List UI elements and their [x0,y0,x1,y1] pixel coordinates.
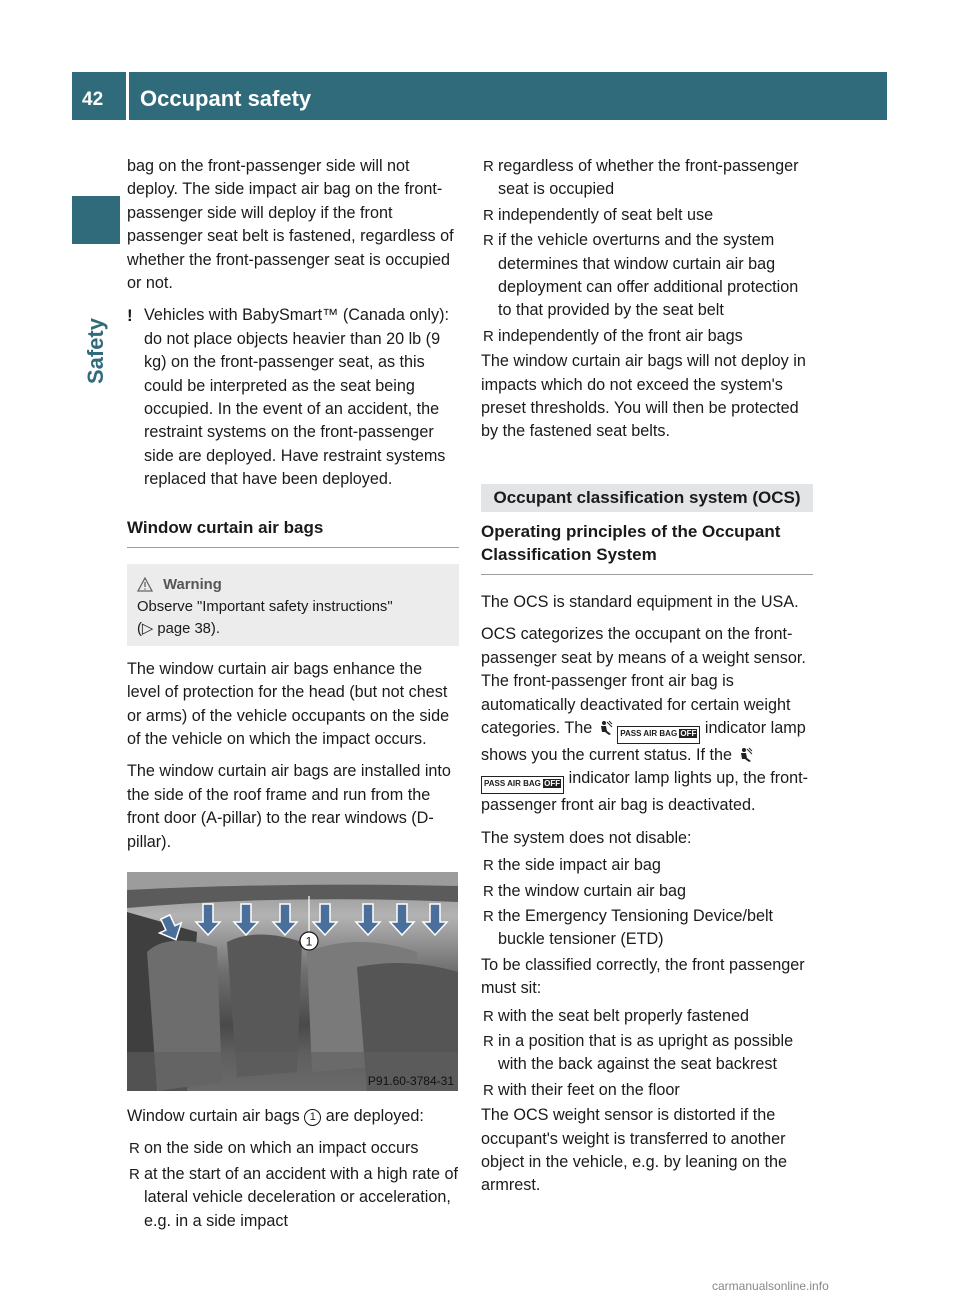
deploy-arrow-icon [234,904,258,935]
paragraph: The window curtain air bags will not deploy in impacts which do not exceed the system's preset thresholds. You will then be protected by the fastened seat belts. [481,352,806,441]
paragraph: The OCS is standard equipment in the USA. [481,592,799,611]
notice-icon: ! [127,306,133,326]
list-item: R independently of the front air bags [481,325,813,348]
list-item: R independently of seat belt use [481,204,813,227]
curtain-airbag-photo [127,872,458,1091]
photo-callout: 1 [305,934,313,949]
right-column [481,155,813,1207]
deploy-arrow-icon [356,904,380,935]
warning-triangle-icon [137,577,153,592]
heading-rule [127,547,459,548]
figure-code: P91.60-3784-31 [367,1073,454,1088]
list-item: R with the seat belt properly fastened [481,1005,813,1028]
warning-box [127,564,459,646]
list-item: R the window curtain air bag [481,880,813,903]
warning-header [137,574,449,596]
callout-number: 1 [304,1109,321,1126]
paragraph: To be classified correctly, the front passenger must sit: [481,955,805,998]
warning-page-ref[interactable]: (▷ page 38). [137,620,220,637]
deploy-arrow-icon [196,904,220,935]
watermark: carmanualsonline.info [712,1279,829,1293]
subsection-heading: Operating principles of the Occupant Classification System [481,521,781,564]
list-item: R the Emergency Tensioning Device/belt buckle tensioner (ETD) [481,905,813,952]
side-tab-marker [72,196,120,244]
pass-airbag-off-icon: PASS AIR BAG OFF [481,776,564,794]
deploy-arrow-icon [273,904,297,935]
side-section-label [83,318,113,398]
warning-title: Warning [163,576,222,593]
list-item: R with their feet on the floor [481,1079,813,1102]
paragraph: bag on the front-passenger side will not deploy. The side impact air bag on the front-passenger side will deploy if the front passenger seat belt is fastened, regardless of whether the front-passenger seat is occupied or not. [127,157,454,293]
notice-block [127,304,459,491]
page-title: Occupant safety [140,86,312,111]
left-column [127,155,459,1235]
paragraph: The window curtain air bags enhance the level of protection for the head (but not chest or arms) of the vehicle occupants on the side of the vehicle on which the impact occurs. [127,659,450,748]
pass-airbag-off-icon: PASS AIR BAG OFF [617,726,700,744]
deploy-arrow-icon [313,904,337,935]
notice-text: Vehicles with BabySmart™ (Canada only): do not place objects heavier than 20 lb (9 kg) on the front-passenger seat, as this could be interpreted as the seat being occupied. In the event of an accident, the restraint systems on the front-passenger side are deployed. Have restraint systems replaced that have been deployed. [144,306,450,489]
airbag-seat-icon [737,747,753,763]
deploy-arrow-icon [390,904,414,935]
figure-caption: Window curtain air bags 1 are deployed: [127,1106,424,1125]
vehicle-interior-illustration [127,872,458,1091]
list-item: R regardless of whether the front-passenger seat is occupied [481,155,813,202]
list-item: R in a position that is as upright as possible with the back against the seat backrest [481,1030,813,1077]
list-item: R if the vehicle overturns and the system determines that window curtain air bag deployment can offer additional protection to that provided by the seat belt [481,229,813,323]
paragraph: The system does not disable: [481,828,692,847]
section-heading: Window curtain air bags [127,517,324,537]
list-item: R the side impact air bag [481,854,813,877]
list-item: R on the side on which an impact occurs [127,1137,459,1160]
warning-text: Observe "Important safety instructions" [137,598,393,615]
page-number: 42 [82,89,104,110]
paragraph: The OCS weight sensor is distorted if the occupant's weight is transferred to another object in the vehicle, e.g. by leaning on the armrest. [481,1106,787,1195]
side-section-text: Safety [83,318,108,385]
header-divider [126,72,129,120]
airbag-seat-icon [597,720,613,736]
heading-rule [481,574,813,575]
paragraph-with-lamps: OCS categorizes the occupant on the front-passenger seat by means of a weight sensor. The front-passenger front air bag is automatically deactivated for certain weight categories. The PASS AIR BAG OFF indicator lamp shows you the current status. If the PASS AIR BAG OFF indicator lamp lights up, the front-passenger front air bag is deactivated. [481,625,808,815]
paragraph: The window curtain air bags are installed into the side of the roof frame and run from the front door (A-pillar) to the rear windows (D-pillar). [127,762,451,851]
section-band-title: Occupant classification system (OCS) [481,484,813,512]
list-item: R at the start of an accident with a high rate of lateral vehicle deceleration or acceleration, e.g. in a side impact [127,1163,459,1233]
deploy-arrow-icon [423,904,447,935]
